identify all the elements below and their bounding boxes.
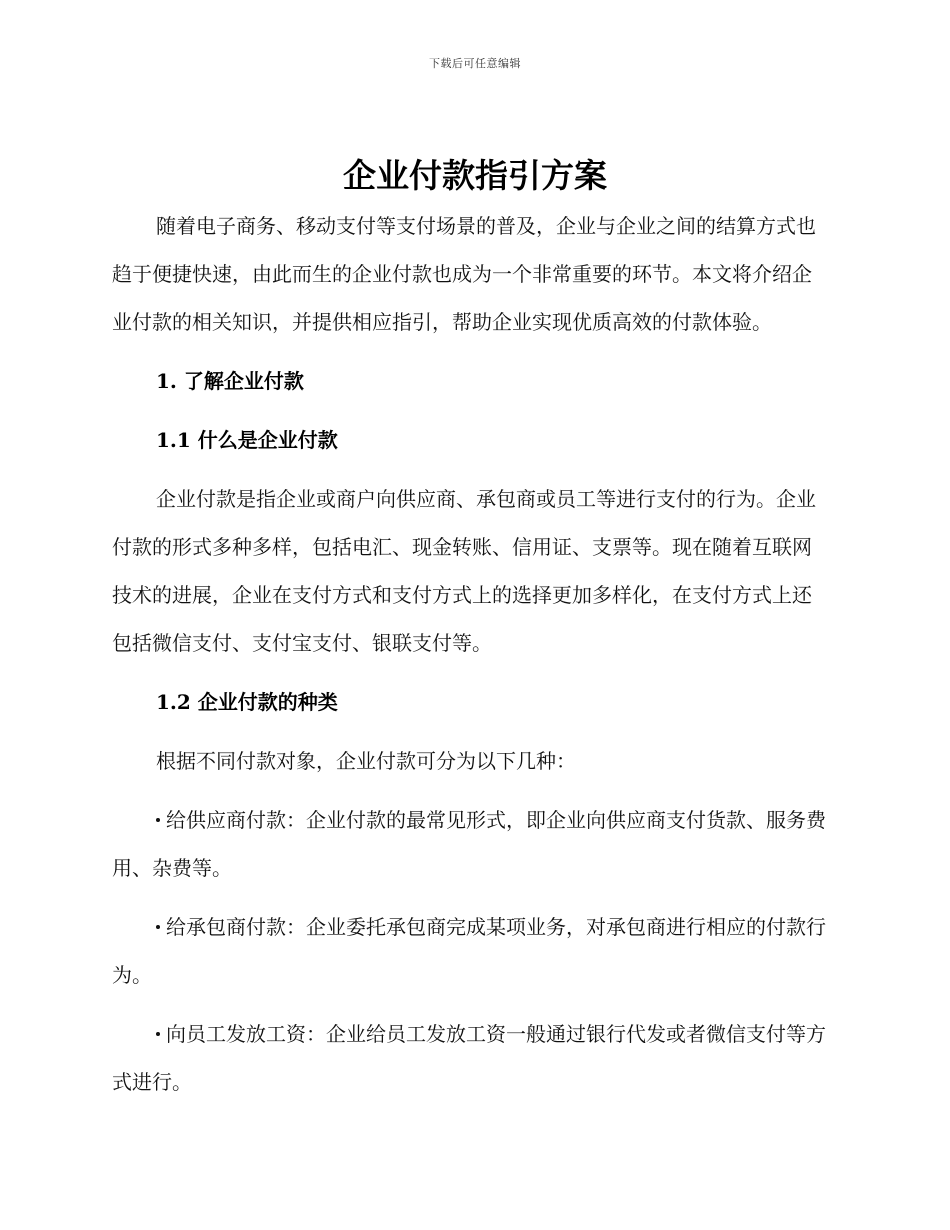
bullet-text: 给供应商付款：企业付款的最常见形式，即企业向供应商支付货款、服务费用、杂费等。 — [112, 808, 826, 880]
bullet-item — [112, 1010, 830, 1106]
document-title: 企业付款指引方案 — [343, 156, 607, 195]
section-heading-1-2: 1.2 企业付款的种类 — [156, 690, 338, 714]
section-1-2-intro: 根据不同付款对象，企业付款可分为以下几种： — [156, 749, 576, 773]
intro-paragraph: 随着电子商务、移动支付等支付场景的普及，企业与企业之间的结算方式也趋于便捷快速，由此而生的企业付款也成为一个非常重要的环节。本文将介绍企业付款的相关知识，并提供相应指引，帮助企业实现优质高效的付款体验。 — [112, 214, 816, 334]
section-1-1-paragraph: 企业付款是指企业或商户向供应商、承包商或员工等进行支付的行为。企业付款的形式多种多样，包括电汇、现金转账、信用证、支票等。现在随着互联网技术的进展，企业在支付方式和支付方式上的选择更加多样化，在支付方式上还包括微信支付、支付宝支付、银联支付等。 — [112, 487, 816, 655]
section-heading-1-1: 1.1 什么是企业付款 — [156, 428, 338, 452]
page-header-note: 下载后可任意编辑 — [429, 57, 521, 70]
section-heading-1: 1. 了解企业付款 — [156, 369, 304, 393]
bullet-item — [112, 796, 830, 892]
bullet-text: 向员工发放工资：企业给员工发放工资一般通过银行代发或者微信支付等方式进行。 — [112, 1022, 826, 1094]
bullet-text: 给承包商付款：企业委托承包商完成某项业务，对承包商进行相应的付款行为。 — [112, 915, 826, 987]
bullet-item — [112, 903, 830, 999]
bullet-dot-icon — [156, 1032, 160, 1036]
bullet-dot-icon — [156, 925, 160, 929]
bullet-dot-icon — [156, 818, 160, 822]
document-body — [112, 202, 830, 1117]
